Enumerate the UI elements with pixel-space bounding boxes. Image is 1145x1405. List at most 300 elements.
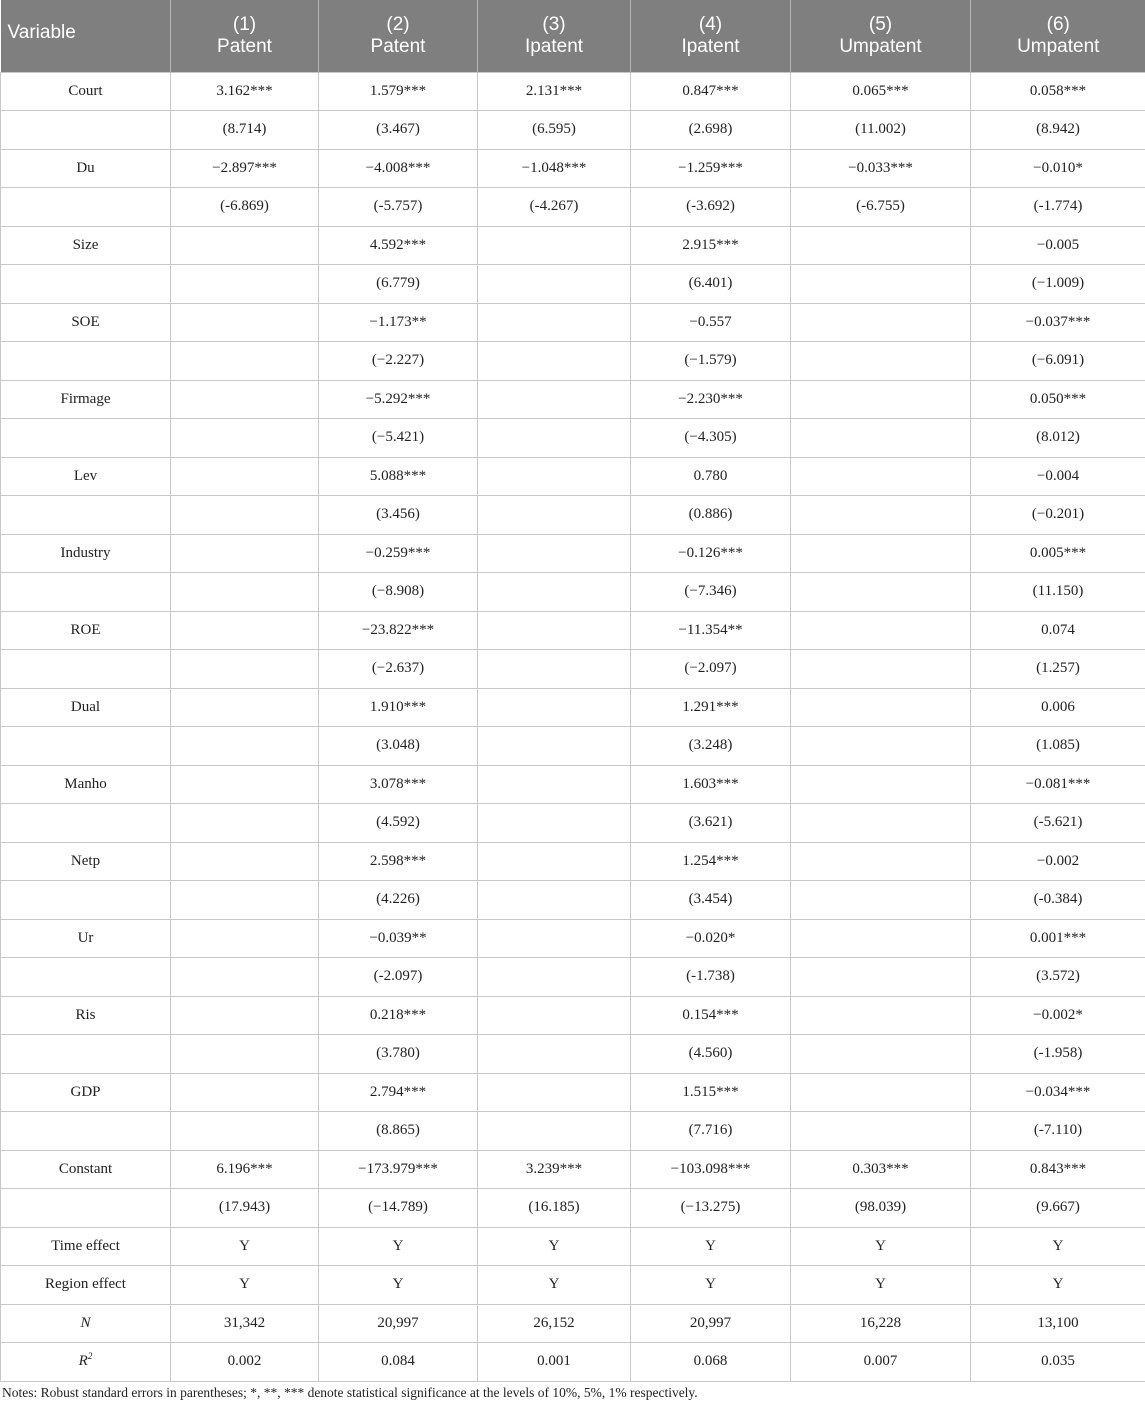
column-number: (2) [386, 14, 410, 35]
table-cell [171, 919, 319, 958]
row-label-text: N [80, 1314, 91, 1331]
dependent-variable: Patent [370, 36, 426, 57]
table-cell [791, 881, 971, 920]
table-cell: (6.401) [631, 265, 791, 304]
table-cell [791, 650, 971, 689]
table-row [1, 919, 1145, 958]
table-cell [171, 727, 319, 766]
table-cell: 1.603*** [631, 765, 791, 804]
row-label [1, 188, 171, 227]
table-cell: 0.154*** [631, 996, 791, 1035]
table-cell [171, 303, 319, 342]
table-cell: 0.074 [971, 611, 1145, 650]
row-label [1, 650, 171, 689]
table-cell [791, 1112, 971, 1151]
table-row [1, 457, 1145, 496]
row-label [1, 496, 171, 535]
table-cell [171, 534, 319, 573]
table-row [1, 303, 1145, 342]
table-cell [478, 419, 631, 458]
row-label [1, 842, 171, 881]
column-header-1 [171, 0, 319, 72]
row-label [1, 265, 171, 304]
table-cell [791, 919, 971, 958]
table-cell: Y [478, 1227, 631, 1266]
table-cell: 20,997 [631, 1304, 791, 1343]
table-cell: 0.050*** [971, 380, 1145, 419]
table-cell [171, 688, 319, 727]
table-cell [791, 457, 971, 496]
table-row [1, 958, 1145, 997]
column-header-2 [319, 0, 478, 72]
row-label [1, 804, 171, 843]
table-cell: 0.005*** [971, 534, 1145, 573]
table-row [1, 1112, 1145, 1151]
table-cell: −0.034*** [971, 1073, 1145, 1112]
row-label [1, 1266, 171, 1305]
table-cell: 5.088*** [319, 457, 478, 496]
column-number: (3) [542, 14, 566, 35]
table-cell [478, 303, 631, 342]
table-row [1, 1266, 1145, 1305]
table-cell: (11.002) [791, 111, 971, 150]
table-row [1, 380, 1145, 419]
table-row [1, 226, 1145, 265]
table-cell: −1.259*** [631, 149, 791, 188]
table-cell: (−4.305) [631, 419, 791, 458]
table-cell: Y [171, 1227, 319, 1266]
table-cell: −2.230*** [631, 380, 791, 419]
row-label [1, 457, 171, 496]
table-cell: −0.010* [971, 149, 1145, 188]
table-row [1, 611, 1145, 650]
table-cell: (−1.579) [631, 342, 791, 381]
column-header-4 [631, 0, 791, 72]
table-cell: (−0.201) [971, 496, 1145, 535]
table-cell: (-3.692) [631, 188, 791, 227]
row-label [1, 1035, 171, 1074]
table-cell: (6.779) [319, 265, 478, 304]
table-cell: Y [631, 1266, 791, 1305]
table-cell: (3.467) [319, 111, 478, 150]
table-cell: 2.131*** [478, 72, 631, 111]
table-row [1, 1304, 1145, 1343]
table-cell: Y [319, 1227, 478, 1266]
table-cell: 0.035 [971, 1343, 1145, 1382]
table-row [1, 1150, 1145, 1189]
table-cell [791, 534, 971, 573]
table-cell [478, 1112, 631, 1151]
dependent-variable: Ipatent [681, 36, 740, 57]
table-cell: (98.039) [791, 1189, 971, 1228]
table-cell: (9.667) [971, 1189, 1145, 1228]
table-cell [478, 496, 631, 535]
table-cell [171, 1073, 319, 1112]
row-label [1, 573, 171, 612]
table-cell: (-5.757) [319, 188, 478, 227]
table-cell: −0.259*** [319, 534, 478, 573]
table-cell: −0.557 [631, 303, 791, 342]
table-cell [791, 727, 971, 766]
table-cell: (2.698) [631, 111, 791, 150]
row-label [1, 149, 171, 188]
table-cell: −5.292*** [319, 380, 478, 419]
table-cell: (-1.738) [631, 958, 791, 997]
row-label [1, 1343, 171, 1382]
row-label-text: Time effect [51, 1237, 120, 1254]
table-cell: (6.595) [478, 111, 631, 150]
table-cell: 1.910*** [319, 688, 478, 727]
table-cell: (−7.346) [631, 573, 791, 612]
table-cell: (8.942) [971, 111, 1145, 150]
table-cell [478, 688, 631, 727]
table-row [1, 1343, 1145, 1382]
table-cell: 1.254*** [631, 842, 791, 881]
row-label [1, 611, 171, 650]
table-cell [478, 650, 631, 689]
row-label [1, 765, 171, 804]
table-cell [478, 342, 631, 381]
table-cell [478, 265, 631, 304]
row-label [1, 881, 171, 920]
table-cell: 0.006 [971, 688, 1145, 727]
table-cell [171, 996, 319, 1035]
table-cell: Y [971, 1227, 1145, 1266]
table-cell: −4.008*** [319, 149, 478, 188]
table-cell: −1.173** [319, 303, 478, 342]
table-cell: (−2.637) [319, 650, 478, 689]
table-cell: −0.020* [631, 919, 791, 958]
table-row [1, 111, 1145, 150]
table-cell: 26,152 [478, 1304, 631, 1343]
table-row [1, 188, 1145, 227]
table-cell: 3.162*** [171, 72, 319, 111]
table-row [1, 804, 1145, 843]
row-label-text: ROE [70, 621, 101, 638]
table-cell: 13,100 [971, 1304, 1145, 1343]
table-cell [791, 226, 971, 265]
table-row [1, 650, 1145, 689]
table-cell [791, 842, 971, 881]
table-row [1, 688, 1145, 727]
row-label-text: Du [76, 159, 95, 176]
row-label-text: Netp [70, 852, 101, 869]
table-cell [478, 919, 631, 958]
table-cell: −2.897*** [171, 149, 319, 188]
table-cell [171, 380, 319, 419]
table-cell: (-0.384) [971, 881, 1145, 920]
row-label-text: Industry [60, 544, 111, 561]
table-cell: 0.084 [319, 1343, 478, 1382]
row-label-text: Dual [70, 698, 101, 715]
table-cell [171, 573, 319, 612]
row-label [1, 1189, 171, 1228]
table-cell: Y [171, 1266, 319, 1305]
table-cell: (-4.267) [478, 188, 631, 227]
table-cell: −103.098*** [631, 1150, 791, 1189]
table-cell [171, 1112, 319, 1151]
table-cell: 6.196*** [171, 1150, 319, 1189]
table-cell: Y [791, 1227, 971, 1266]
table-row [1, 881, 1145, 920]
table-cell: (7.716) [631, 1112, 791, 1151]
table-cell [171, 419, 319, 458]
table-cell: Y [971, 1266, 1145, 1305]
table-cell: (4.560) [631, 1035, 791, 1074]
table-cell [478, 226, 631, 265]
row-label [1, 1304, 171, 1343]
table-cell: (−8.908) [319, 573, 478, 612]
table-cell [791, 303, 971, 342]
table-cell: (3.780) [319, 1035, 478, 1074]
table-cell: (-7.110) [971, 1112, 1145, 1151]
table-cell: −11.354** [631, 611, 791, 650]
table-cell: (−14.789) [319, 1189, 478, 1228]
table-row [1, 842, 1145, 881]
table-row [1, 72, 1145, 111]
row-label-text: Lev [73, 467, 98, 484]
row-label [1, 727, 171, 766]
table-cell [791, 804, 971, 843]
row-label [1, 303, 171, 342]
row-label-text: Ur [77, 929, 94, 946]
table-cell [478, 804, 631, 843]
table-cell: 3.239*** [478, 1150, 631, 1189]
table-cell [791, 765, 971, 804]
table-cell: 0.001 [478, 1343, 631, 1382]
table-body [1, 72, 1145, 1381]
column-header-5 [791, 0, 971, 72]
table-cell [791, 419, 971, 458]
table-cell [478, 842, 631, 881]
table-cell [478, 611, 631, 650]
table-row [1, 149, 1145, 188]
table-cell [791, 380, 971, 419]
row-label [1, 72, 171, 111]
table-cell [171, 842, 319, 881]
table-cell [171, 881, 319, 920]
table-cell: (−2.097) [631, 650, 791, 689]
table-cell: 0.002 [171, 1343, 319, 1382]
column-number: (1) [232, 14, 257, 35]
column-number: (5) [868, 14, 893, 35]
table-row [1, 1189, 1145, 1228]
table-cell [478, 765, 631, 804]
table-cell: −23.822*** [319, 611, 478, 650]
row-label-text: R [78, 1353, 88, 1370]
dependent-variable: Umpatent [1017, 36, 1100, 57]
table-header [1, 0, 1145, 72]
row-label-text: Region effect [45, 1276, 126, 1293]
table-cell [478, 958, 631, 997]
table-cell [791, 496, 971, 535]
table-cell: Y [631, 1227, 791, 1266]
table-cell [171, 226, 319, 265]
table-cell [478, 996, 631, 1035]
table-cell: (-5.621) [971, 804, 1145, 843]
row-label [1, 919, 171, 958]
table-cell: −0.126*** [631, 534, 791, 573]
table-cell [478, 1073, 631, 1112]
table-cell: 0.847*** [631, 72, 791, 111]
table-cell: (17.943) [171, 1189, 319, 1228]
table-cell: (-1.958) [971, 1035, 1145, 1074]
table-cell: 2.915*** [631, 226, 791, 265]
table-cell [478, 727, 631, 766]
table-cell: Y [319, 1266, 478, 1305]
table-cell: 0.065*** [791, 72, 971, 111]
table-notes: Notes: Robust standard errors in parentheses; *, **, *** denote statistical significance at the levels of 10%, 5%, 1% respectively. [2, 1385, 698, 1400]
table-cell: 2.598*** [319, 842, 478, 881]
row-label-text: Constant [58, 1160, 113, 1177]
table-row [1, 419, 1145, 458]
row-label-text: Manho [64, 775, 107, 792]
table-row [1, 265, 1145, 304]
table-cell: 3.078*** [319, 765, 478, 804]
table-cell [171, 958, 319, 997]
row-label-text: Size [72, 236, 99, 253]
table-cell [478, 534, 631, 573]
table-cell: 0.218*** [319, 996, 478, 1035]
table-cell: −0.002 [971, 842, 1145, 881]
table-row [1, 342, 1145, 381]
variable-column-header: Variable [1, 0, 171, 72]
table-cell: (-6.755) [791, 188, 971, 227]
table-cell: (11.150) [971, 573, 1145, 612]
table-row [1, 573, 1145, 612]
table-cell: (−6.091) [971, 342, 1145, 381]
row-label [1, 111, 171, 150]
table-cell: (-1.774) [971, 188, 1145, 227]
table-cell [171, 265, 319, 304]
table-cell [791, 265, 971, 304]
row-label [1, 534, 171, 573]
table-cell: (8.865) [319, 1112, 478, 1151]
column-header-6 [971, 0, 1145, 72]
table-cell: 1.291*** [631, 688, 791, 727]
table-cell: (-2.097) [319, 958, 478, 997]
table-cell: Y [478, 1266, 631, 1305]
row-label [1, 996, 171, 1035]
table-cell: −0.039** [319, 919, 478, 958]
table-row [1, 534, 1145, 573]
table-cell: −0.002* [971, 996, 1145, 1035]
row-label-text: Firmage [60, 390, 111, 407]
table-cell: (−1.009) [971, 265, 1145, 304]
table-cell [171, 650, 319, 689]
table-cell: (3.248) [631, 727, 791, 766]
table-cell [791, 342, 971, 381]
row-label [1, 1150, 171, 1189]
table-cell [478, 1035, 631, 1074]
row-label-text: Ris [75, 1006, 96, 1023]
table-cell [791, 958, 971, 997]
row-label [1, 688, 171, 727]
table-cell: −0.005 [971, 226, 1145, 265]
table-row [1, 496, 1145, 535]
table-cell [171, 457, 319, 496]
table-cell: (3.572) [971, 958, 1145, 997]
row-label [1, 1112, 171, 1151]
table-cell [791, 1073, 971, 1112]
table-row [1, 996, 1145, 1035]
table-cell [171, 342, 319, 381]
dependent-variable: Patent [217, 36, 272, 57]
table-cell [478, 457, 631, 496]
row-label [1, 958, 171, 997]
table-cell: 0.780 [631, 457, 791, 496]
table-cell [171, 765, 319, 804]
table-cell [478, 573, 631, 612]
table-cell [478, 380, 631, 419]
table-cell: (−2.227) [319, 342, 478, 381]
table-cell: (-6.869) [171, 188, 319, 227]
table-cell: 1.579*** [319, 72, 478, 111]
table-cell: 0.058*** [971, 72, 1145, 111]
table-cell: −0.081*** [971, 765, 1145, 804]
table-cell: (16.185) [478, 1189, 631, 1228]
table-cell: (0.886) [631, 496, 791, 535]
table-cell: (8.714) [171, 111, 319, 150]
table-cell [791, 611, 971, 650]
table-cell [171, 496, 319, 535]
table-row [1, 1073, 1145, 1112]
row-label [1, 342, 171, 381]
table-cell: (3.454) [631, 881, 791, 920]
column-header-3 [478, 0, 631, 72]
table-row [1, 765, 1145, 804]
table-cell: −0.037*** [971, 303, 1145, 342]
table-cell: Y [791, 1266, 971, 1305]
table-cell: (3.456) [319, 496, 478, 535]
header-row [1, 0, 1145, 72]
table-cell: (1.257) [971, 650, 1145, 689]
table-cell: 2.794*** [319, 1073, 478, 1112]
column-number: (4) [698, 14, 723, 35]
table-cell: 0.068 [631, 1343, 791, 1382]
row-label [1, 419, 171, 458]
table-cell: 0.303*** [791, 1150, 971, 1189]
row-label-text: GDP [70, 1083, 101, 1100]
row-label [1, 380, 171, 419]
row-label-text: SOE [71, 313, 100, 330]
table-cell: (4.226) [319, 881, 478, 920]
table-cell: 1.515*** [631, 1073, 791, 1112]
table-cell [478, 881, 631, 920]
table-cell: (4.592) [319, 804, 478, 843]
table-cell: −0.004 [971, 457, 1145, 496]
dependent-variable: Ipatent [524, 36, 584, 57]
table-cell [171, 1035, 319, 1074]
table-row [1, 1035, 1145, 1074]
table-cell: 0.001*** [971, 919, 1145, 958]
table-row [1, 1227, 1145, 1266]
table-cell: 4.592*** [319, 226, 478, 265]
dependent-variable: Umpatent [839, 36, 922, 57]
table-cell: 0.843*** [971, 1150, 1145, 1189]
table-row [1, 727, 1145, 766]
table-cell [791, 573, 971, 612]
table-cell: (8.012) [971, 419, 1145, 458]
table-cell: (3.621) [631, 804, 791, 843]
table-cell: −0.033*** [791, 149, 971, 188]
table-cell [791, 996, 971, 1035]
table-cell [171, 804, 319, 843]
row-label-superscript: 2 [87, 1351, 93, 1362]
table-cell: 20,997 [319, 1304, 478, 1343]
table-cell: (1.085) [971, 727, 1145, 766]
table-cell: −1.048*** [478, 149, 631, 188]
